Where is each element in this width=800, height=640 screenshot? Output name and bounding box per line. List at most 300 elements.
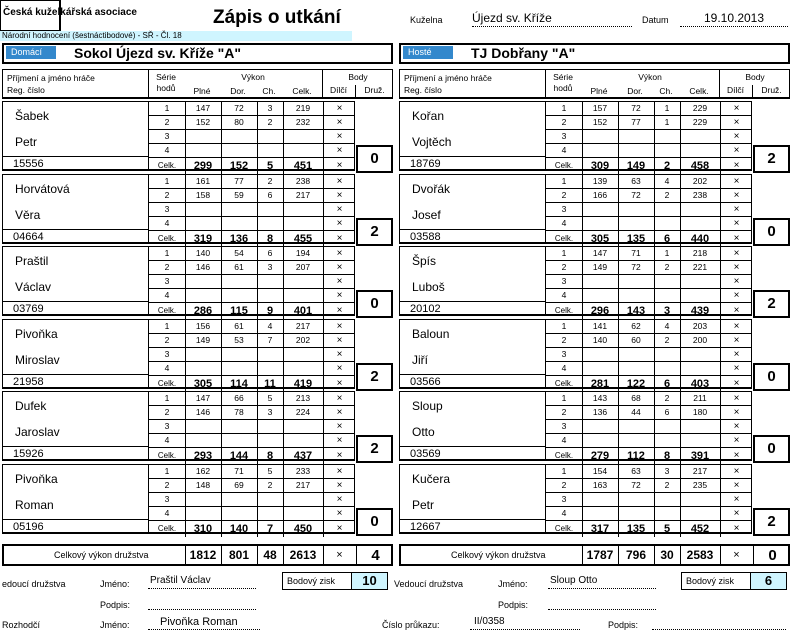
series-cell: 2 [561, 189, 567, 200]
divider [680, 203, 681, 216]
series-cell: 1 [561, 103, 567, 113]
series-cell: 4 [561, 290, 567, 300]
series-cell: 217 [295, 479, 311, 490]
series-cell: 1 [164, 320, 170, 331]
divider [680, 434, 681, 447]
divider [257, 217, 258, 230]
team-points: 0 [768, 547, 777, 564]
player-reg: 18769 [410, 158, 441, 170]
x-mark: × [733, 276, 740, 287]
divider [257, 144, 258, 157]
series-cell: 72 [631, 189, 641, 200]
series-cell: 2 [561, 479, 567, 490]
series-cell: 2 [561, 407, 567, 417]
divider [257, 362, 258, 375]
series-cell: 78 [234, 407, 244, 417]
x-mark: × [336, 450, 343, 461]
total-cell: 281 [590, 377, 610, 390]
body-header: Body [348, 72, 368, 82]
home-player-block [2, 246, 355, 316]
total-row [546, 158, 752, 174]
series-cell: 3 [164, 348, 170, 359]
divider [3, 446, 148, 447]
total-cell: 8 [266, 232, 274, 245]
series-row [149, 144, 355, 158]
x-mark: × [336, 262, 343, 273]
divider [221, 420, 222, 433]
home-podpis-line [148, 596, 256, 610]
series-cell: 146 [195, 407, 211, 417]
series-grid [148, 320, 355, 388]
series-cell: 143 [592, 393, 608, 403]
celk-label: Celk. [554, 161, 574, 170]
total-cell: 2 [663, 160, 671, 172]
total-row [546, 448, 752, 464]
x-mark: × [733, 334, 740, 346]
divider [185, 144, 186, 157]
team-total-cell: 2613 [289, 548, 317, 562]
total-cell: 143 [626, 305, 646, 317]
player-points: 0 [356, 145, 393, 173]
series-cell: 80 [234, 117, 244, 127]
series-cell: 4 [164, 217, 170, 228]
series-cell: 217 [295, 189, 311, 200]
home-vedouci-label: edoucí družstva [2, 579, 66, 589]
series-cell: 66 [234, 393, 244, 403]
divider [582, 217, 583, 230]
celk-label: Celk. [554, 523, 574, 533]
series-row [546, 116, 752, 130]
celk-label: Celk. [157, 161, 177, 170]
divider [654, 203, 655, 216]
player-points: 2 [356, 363, 393, 391]
series-cell: 149 [592, 262, 608, 272]
divider [185, 289, 186, 302]
series-cell: 61 [234, 320, 244, 331]
home-bodovy-zisk [282, 572, 388, 590]
player-points: 2 [753, 508, 790, 536]
series-cell: 2 [561, 334, 567, 345]
series-grid [545, 320, 752, 388]
total-label: Celkový výkon družstva [451, 550, 546, 560]
series-cell: 3 [164, 276, 170, 286]
total-cell: 149 [626, 160, 646, 172]
vykon-header: Výkon [241, 72, 265, 82]
x-mark: × [336, 493, 343, 505]
x-mark: × [336, 377, 343, 389]
player-points: 2 [356, 435, 393, 463]
home-jmeno-label: Jméno: [100, 579, 130, 589]
player-reg: 03566 [410, 375, 441, 388]
series-cell: 213 [295, 393, 311, 403]
divider [185, 362, 186, 375]
series-row [149, 479, 355, 493]
series-row [149, 261, 355, 275]
divider [221, 493, 222, 506]
ch-header: Ch. [262, 86, 276, 96]
divider [185, 203, 186, 216]
team-total-cell: 1787 [586, 548, 614, 562]
total-cell: 136 [229, 232, 249, 245]
celk-label: Celk. [554, 378, 574, 388]
divider [680, 144, 681, 157]
series-cell: 6 [267, 189, 273, 200]
series-cell: 229 [692, 103, 708, 113]
divider [654, 362, 655, 375]
plne-header: Plné [193, 86, 211, 96]
player-points: 0 [753, 435, 790, 463]
divider [654, 493, 655, 506]
player-surname: Kořan [412, 109, 445, 123]
total-cell: 419 [293, 377, 313, 390]
series-cell: 6 [267, 248, 273, 258]
series-cell: 148 [195, 479, 211, 490]
series-row [149, 434, 355, 448]
prukaz-label: Číslo průkazu: [382, 620, 440, 630]
x-mark: × [733, 145, 740, 156]
series-cell: 3 [561, 131, 567, 141]
celk-header: Celk. [292, 86, 312, 96]
player-firstname: Josef [412, 207, 441, 222]
x-mark: × [336, 393, 343, 404]
divider [283, 434, 284, 447]
bodovy-label: Bodový zisk [686, 576, 735, 586]
series-cell: 1 [164, 103, 170, 113]
x-mark: × [336, 522, 343, 534]
x-mark: × [733, 407, 740, 418]
player-reg: 21958 [13, 375, 44, 388]
series-cell: 2 [164, 479, 170, 490]
series-cell: 3 [561, 348, 567, 359]
series-row [149, 392, 355, 406]
total-cell: 9 [266, 305, 274, 317]
series-cell: 72 [631, 479, 641, 490]
series-cell: 2 [164, 262, 170, 272]
x-mark: × [336, 305, 343, 316]
divider [618, 144, 619, 157]
x-mark: × [733, 493, 740, 505]
home-team-name: Sokol Újezd sv. Kříže "A" [74, 45, 242, 61]
divider [3, 519, 148, 520]
divider [618, 362, 619, 375]
total-cell: 140 [229, 522, 249, 535]
divider [257, 420, 258, 433]
player-surname: Baloun [412, 326, 450, 341]
x-mark: × [336, 348, 343, 360]
series-cell: 3 [164, 493, 170, 504]
player-surname: Dufek [15, 399, 47, 413]
divider [582, 420, 583, 433]
divider [3, 301, 148, 302]
team-total-cell: 30 [660, 548, 674, 562]
total-cell: 293 [193, 450, 213, 462]
series-row [149, 130, 355, 144]
series-cell: 149 [195, 334, 211, 345]
celk-label: Celk. [157, 378, 177, 388]
series-cell: 4 [561, 435, 567, 445]
x-mark: × [733, 305, 740, 316]
series-cell: 2 [267, 479, 273, 490]
divider [680, 362, 681, 375]
series-cell: 1 [164, 393, 170, 403]
player-points: 2 [753, 145, 790, 173]
series-row [149, 289, 355, 303]
druz-header: Druž. [761, 85, 782, 95]
player-surname: Praštil [15, 254, 49, 268]
divider [680, 275, 681, 288]
x-mark: × [733, 131, 740, 142]
total-row [149, 521, 355, 537]
total-cell: 6 [663, 232, 671, 245]
divider [221, 144, 222, 157]
home-column-header [2, 69, 393, 99]
home-team-bar [2, 43, 393, 64]
x-mark: × [733, 290, 740, 301]
divider [400, 519, 545, 520]
divider [185, 420, 186, 433]
player-points: 0 [753, 363, 790, 391]
series-cell: 63 [631, 465, 641, 476]
series-cell: 211 [693, 393, 707, 403]
rozhodci-label: Rozhodčí [2, 620, 41, 630]
series-cell: 1 [561, 465, 567, 476]
series-cell: 217 [295, 320, 311, 331]
away-tag: Hosté [403, 46, 453, 59]
total-row [149, 303, 355, 319]
series-cell: 2 [561, 262, 567, 272]
x-mark: × [733, 479, 740, 491]
series-cell: 3 [561, 203, 567, 214]
divider [283, 217, 284, 230]
total-row [149, 158, 355, 174]
divider [654, 130, 655, 143]
x-mark: × [733, 549, 740, 561]
series-cell: 166 [592, 189, 608, 200]
druz-header: Druž. [364, 85, 385, 95]
series-cell: 2 [664, 334, 670, 345]
total-cell: 115 [230, 305, 248, 317]
total-cell: 279 [590, 450, 610, 462]
series-row [546, 348, 752, 362]
x-mark: × [733, 262, 740, 273]
series-cell: 3 [267, 103, 273, 113]
divider [400, 301, 545, 302]
series-cell: 157 [592, 103, 608, 113]
series-cell: 146 [195, 262, 211, 272]
divider [618, 420, 619, 433]
series-cell: 1 [664, 248, 670, 258]
series-cell: 2 [664, 479, 670, 490]
series-row [546, 465, 752, 479]
x-mark: × [336, 435, 343, 446]
divider [257, 289, 258, 302]
total-cell: 114 [230, 377, 248, 390]
body-header: Body [745, 72, 765, 82]
total-cell: 286 [193, 305, 213, 317]
kuzelna-value: Újezd sv. Kříže [472, 11, 632, 27]
player-firstname: Otto [412, 425, 435, 439]
reg-header: Reg. číslo [404, 85, 442, 95]
reg-header: Reg. číslo [7, 85, 45, 95]
series-cell: 221 [692, 262, 708, 272]
player-reg: 03769 [13, 303, 44, 315]
series-row [149, 189, 355, 203]
series-cell: 194 [295, 248, 311, 258]
divider [582, 275, 583, 288]
series-row [149, 247, 355, 261]
player-firstname: Václav [15, 280, 52, 294]
total-cell: 450 [293, 522, 313, 535]
series-cell: 2 [664, 393, 670, 403]
series-cell: 60 [631, 334, 641, 345]
divider [185, 217, 186, 230]
series-cell: 3 [561, 421, 567, 431]
series-cell: 59 [234, 189, 244, 200]
ch-header: Ch. [659, 86, 673, 96]
series-cell: 72 [234, 103, 244, 113]
x-mark: × [336, 217, 343, 229]
series-row [546, 144, 752, 158]
series-cell: 2 [164, 189, 170, 200]
series-grid [545, 247, 752, 315]
series-cell: 1 [164, 175, 170, 186]
series-cell: 4 [561, 145, 567, 155]
total-cell: 135 [626, 522, 646, 535]
series-row [546, 406, 752, 420]
player-header: Příjmení a jméno hráče [7, 73, 95, 83]
series-cell: 3 [164, 203, 170, 214]
bodovy-label: Bodový zisk [287, 576, 336, 586]
series-grid [148, 102, 355, 170]
bodovy-value: 6 [750, 573, 786, 589]
team-total-cell: 48 [263, 548, 277, 562]
rozhodci-jmeno-label: Jméno: [100, 620, 130, 630]
player-points: 2 [753, 290, 790, 318]
player-surname: Pivoňka [15, 471, 58, 486]
player-points: 0 [356, 290, 393, 318]
divider [283, 507, 284, 520]
series-cell: 4 [561, 507, 567, 518]
total-cell: 8 [663, 450, 671, 462]
celk-label: Celk. [157, 523, 177, 533]
bodovy-value: 10 [351, 573, 387, 589]
divider [654, 217, 655, 230]
series-cell: 4 [164, 145, 170, 155]
series-cell: 61 [234, 262, 244, 272]
player-reg: 04664 [13, 230, 44, 243]
series-cell: 3 [267, 407, 273, 417]
player-surname: Sloup [412, 399, 443, 413]
divider [618, 275, 619, 288]
x-mark: × [733, 203, 740, 215]
serie-header: Série [156, 72, 176, 82]
total-row [546, 376, 752, 392]
series-row [149, 348, 355, 362]
divider [257, 493, 258, 506]
series-cell: 4 [164, 290, 170, 300]
x-mark: × [336, 290, 343, 301]
series-cell: 71 [234, 465, 244, 476]
series-row [546, 493, 752, 507]
team-points: 4 [371, 547, 380, 564]
player-surname: Pivoňka [15, 326, 58, 341]
series-cell: 53 [234, 334, 244, 345]
x-mark: × [336, 203, 343, 215]
player-firstname: Petr [15, 135, 38, 149]
total-cell: 451 [293, 160, 313, 172]
kuzelna-label: Kuželna [410, 15, 443, 25]
celk-label: Celk. [157, 451, 177, 460]
player-points: 0 [753, 218, 790, 246]
player-surname: Špís [412, 254, 437, 268]
team-total-cell: 1812 [189, 548, 217, 562]
player-points: 2 [356, 218, 393, 246]
x-mark: × [336, 549, 343, 561]
home-player-block [2, 391, 355, 461]
away-podpis-label: Podpis: [498, 600, 529, 610]
divider [654, 144, 655, 157]
divider [221, 275, 222, 288]
divider [221, 507, 222, 520]
x-mark: × [336, 248, 343, 259]
total-cell: 391 [690, 450, 710, 462]
total-cell: 310 [193, 522, 213, 535]
series-row [546, 479, 752, 493]
series-row [546, 203, 752, 217]
divider [582, 348, 583, 361]
series-row [546, 175, 752, 189]
x-mark: × [733, 435, 740, 446]
series-cell: 72 [631, 262, 641, 272]
series-cell: 1 [164, 465, 170, 476]
divider [3, 374, 148, 375]
player-firstname: Luboš [412, 280, 445, 294]
x-mark: × [733, 348, 740, 360]
series-row [546, 130, 752, 144]
prukaz-value: II/0358 [470, 616, 580, 630]
divider [283, 275, 284, 288]
subtitle: Národní hodnocení (šestnáctibodové) - SŘ - Čl. 18 [0, 31, 352, 41]
away-team-bar [399, 43, 790, 64]
total-cell: 299 [193, 160, 213, 172]
divider [3, 156, 148, 157]
x-mark: × [336, 145, 343, 156]
divider [618, 289, 619, 302]
dilci-header: Dílčí [330, 85, 347, 95]
total-row [149, 376, 355, 392]
total-cell: 455 [293, 232, 313, 245]
divider [221, 362, 222, 375]
total-row [546, 303, 752, 319]
total-cell: 401 [293, 305, 313, 317]
away-team-name: TJ Dobřany "A" [471, 45, 576, 61]
divider [283, 144, 284, 157]
series-cell: 5 [267, 393, 273, 403]
player-reg: 12667 [410, 520, 441, 533]
divider [654, 289, 655, 302]
divider [680, 493, 681, 506]
series-cell: 3 [164, 131, 170, 141]
team-total-cell: 801 [228, 548, 250, 562]
series-cell: 233 [295, 465, 311, 476]
celk-label: Celk. [554, 306, 574, 315]
player-firstname: Miroslav [15, 352, 60, 367]
series-cell: 219 [295, 103, 311, 113]
player-surname: Dvořák [412, 181, 451, 196]
series-row [546, 261, 752, 275]
divider [680, 348, 681, 361]
series-cell: 1 [664, 117, 670, 127]
